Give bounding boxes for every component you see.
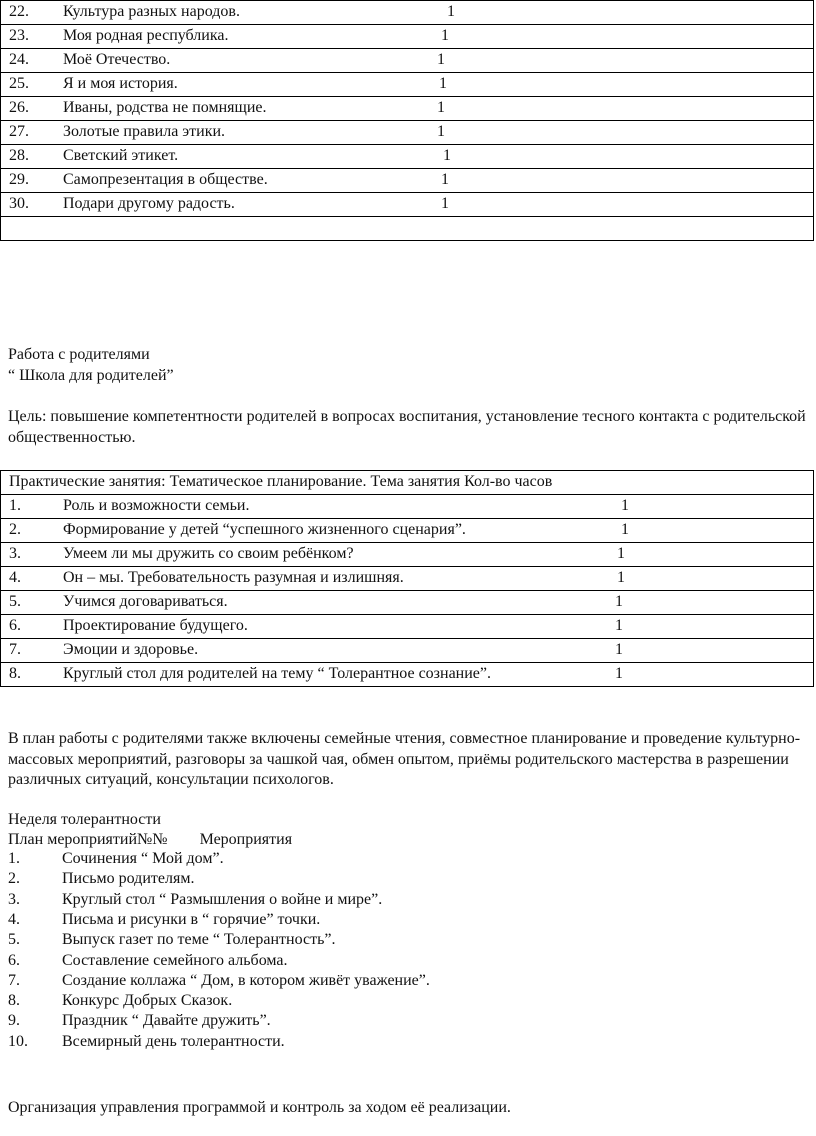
table-row [1,495,814,519]
table-row [1,97,814,121]
list-item-number: 2. [8,870,20,888]
row-hours: 1 [615,593,623,610]
list-item [0,931,816,951]
table-row [1,615,814,639]
row-topic: Моё Отечество. [63,51,171,68]
row-topic: Золотые правила этики. [63,123,226,140]
table-row [1,1,814,25]
row-topic: Роль и возможности семьи. [63,497,250,514]
list-item-number: 8. [8,992,20,1010]
parents-goal: Цель: повышение компетентности родителей в вопросах воспитания, установление тесного контакта с родительской общественностью. [8,408,806,446]
table-row [1,193,814,217]
list-item [0,972,816,992]
row-number: 29. [9,171,29,188]
row-topic: Формирование у детей “успешного жизненного сценария”. [63,521,466,538]
row-hours: 1 [441,27,449,44]
row-hours: 1 [437,99,445,116]
table-row [1,639,814,663]
list-item-number: 1. [8,850,20,867]
list-item-number: 5. [8,931,20,949]
row-number: 5. [9,593,21,610]
row-hours: 1 [615,641,623,658]
list-item-number: 10. [8,1032,28,1050]
list-item-text: Круглый стол “ Размышления о войне и мире”. [62,890,383,908]
row-hours: 1 [615,665,623,682]
row-number: 4. [9,569,21,586]
row-number: 28. [9,147,29,164]
list-item [0,911,816,931]
list-item [0,850,816,870]
row-hours: 1 [617,569,625,586]
row-hours: 1 [447,3,455,20]
list-item-text: Письма и рисунки в “ горячие” точки. [62,910,321,928]
row-number: 30. [9,195,29,212]
plan-paragraph: В план работы с родителями также включены семейные чтения, совместное планирование и проведение культурно-массовых мероприятий, разговоры за чашкой чая, обмен опытом, приёмы родительского мастерства в разрешении различных ситуаций, консультации психологов. [8,730,801,788]
table-empty-row [1,217,814,241]
row-number: 24. [9,51,29,68]
table-row [1,145,814,169]
table-row [1,73,814,97]
list-item-text: Конкурс Добрых Сказок. [62,992,233,1010]
list-item-text: Выпуск газет по теме “ Толерантность”. [62,931,336,949]
row-hours: 1 [441,171,449,188]
list-item [0,891,816,911]
row-topic: Моя родная республика. [63,27,229,44]
table-row [1,519,814,543]
table-row [1,49,814,73]
row-topic: Эмоции и здоровье. [63,641,199,658]
list-item-text: Создание коллажа “ Дом, в котором живёт уважение”. [62,971,430,989]
list-item-text: Всемирный день толерантности. [62,1032,285,1050]
row-topic: Умеем ли мы дружить со своим ребёнком? [63,545,354,562]
row-number: 3. [9,545,21,562]
row-topic: Культура разных народов. [63,3,240,20]
row-hours: 1 [443,147,451,164]
row-number: 23. [9,27,29,44]
row-topic: Учимся договариваться. [63,593,228,610]
row-hours: 1 [615,617,623,634]
row-number: 25. [9,75,29,92]
list-item [0,952,816,972]
list-item-number: 6. [8,951,20,969]
row-hours: 1 [441,195,449,212]
list-item-text: Письмо родителям. [62,870,195,888]
table-row [1,543,814,567]
row-hours: 1 [621,497,629,514]
list-item [0,992,816,1012]
row-number: 6. [9,617,21,634]
table-row [1,663,814,687]
row-topic: Он – мы. Требовательность разумная и излишняя. [63,569,404,586]
control-heading: Организация управления программой и контроль за ходом её реализации. [8,1099,511,1116]
row-number: 27. [9,123,29,140]
tolerance-plan-header: План мероприятий№№ Мероприятия [8,831,293,848]
tolerance-list [0,850,816,1060]
row-topic: Круглый стол для родителей на тему “ Толерантное сознание”. [63,665,491,682]
list-item-text: Праздник “ Давайте дружить”. [62,1012,271,1030]
practice-table-header: Практические занятия: Тематическое планирование. Тема занятия Кол-во часов [9,473,553,490]
table-row [1,567,814,591]
practice-table [0,470,814,687]
list-item [0,1033,816,1053]
table-row [1,169,814,193]
list-item-text: Составление семейного альбома. [62,951,288,969]
row-number: 26. [9,99,29,116]
list-item [0,870,816,890]
row-number: 8. [9,665,21,682]
row-hours: 1 [617,545,625,562]
row-topic: Самопрезентация в обществе. [63,171,268,188]
row-number: 7. [9,641,21,658]
row-number: 22. [9,3,29,20]
row-topic: Иваны, родства не помнящие. [63,99,267,116]
row-hours: 1 [439,75,447,92]
row-topic: Подари другому радость. [63,195,235,212]
parents-subheading: “ Школа для родителей” [8,367,174,384]
table-row [1,25,814,49]
list-item [0,1012,816,1032]
row-hours: 1 [437,123,445,140]
row-topic: Светский этикет. [63,147,179,164]
row-number: 1. [9,497,21,514]
tolerance-heading: Неделя толерантности [8,811,161,828]
practice-table-header-row [1,471,814,495]
list-item-text: Сочинения “ Мой дом”. [62,850,224,867]
list-item-number: 3. [8,890,20,908]
parents-heading: Работа с родителями [8,346,150,363]
list-item-number: 4. [8,910,20,928]
list-item-number: 7. [8,971,20,989]
row-hours: 1 [437,51,445,68]
table-row [1,121,814,145]
row-number: 2. [9,521,21,538]
row-hours: 1 [621,521,629,538]
top-table [0,0,814,241]
table-row [1,591,814,615]
row-topic: Я и моя история. [63,75,178,92]
row-topic: Проектирование будущего. [63,617,248,634]
list-item-number: 9. [8,1012,20,1030]
